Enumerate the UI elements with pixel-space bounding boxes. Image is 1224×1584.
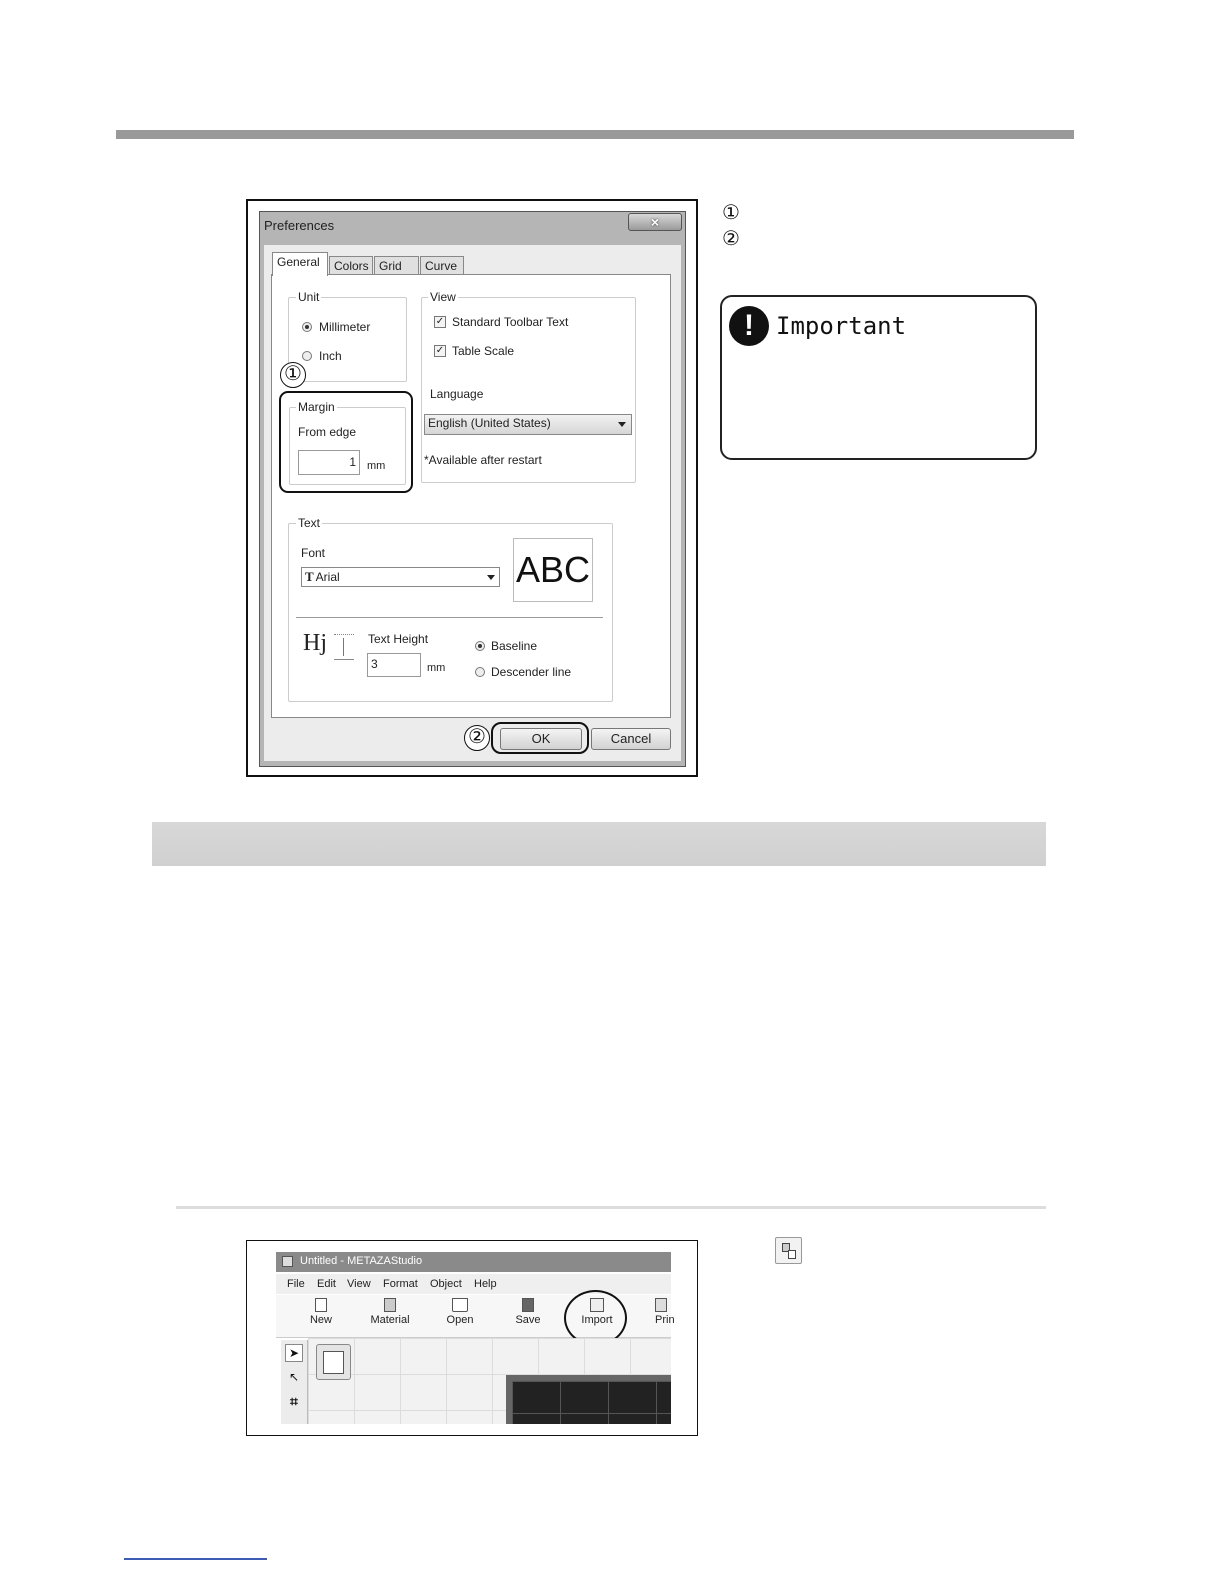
millimeter-radio[interactable] [302,322,312,332]
restart-note: *Available after restart [424,453,542,467]
menu-view[interactable]: View [347,1278,371,1290]
menu-file[interactable]: File [287,1278,305,1290]
tab-colors[interactable]: Colors [329,256,373,275]
material-area [506,1375,671,1424]
new-file-icon [315,1298,327,1312]
font-type-icon: T [305,569,314,584]
node-edit-icon[interactable]: ↖ [288,1370,300,1384]
folder-open-icon [452,1298,468,1312]
text-height-unit: mm [427,662,446,674]
important-title: Important [776,312,907,340]
descender-line-radio[interactable] [475,667,485,677]
subsection-rule [176,1206,1046,1209]
ok-button[interactable]: OK [500,728,582,750]
tab-grid[interactable]: Grid [374,256,419,275]
text-height-icon [334,634,354,660]
app-menu-bar [276,1274,671,1294]
unit-group [288,297,407,382]
standard-toolbar-text-label: Standard Toolbar Text [452,315,569,329]
language-label: Language [430,387,484,401]
chevron-down-icon [487,575,495,580]
material-thumbnail-icon[interactable] [316,1344,351,1380]
app-title: Untitled - METAZAStudio [300,1255,423,1267]
tab-general[interactable]: General [272,252,328,276]
material-button[interactable]: Material [368,1298,412,1334]
cancel-button[interactable]: Cancel [591,728,671,750]
table-scale-checkbox[interactable]: ✓ [435,345,445,356]
print-button[interactable]: Prin [649,1298,671,1334]
crop-icon[interactable]: ⌗ [290,1393,298,1409]
new-button[interactable]: New [299,1298,343,1334]
font-select[interactable] [301,567,500,587]
standard-toolbar-text-checkbox[interactable]: ✓ [435,316,445,327]
select-arrow-icon[interactable]: ➤ [285,1344,303,1362]
save-button[interactable]: Save [506,1298,550,1334]
material-icon [384,1298,396,1312]
view-group-label: View [430,290,456,304]
menu-format[interactable]: Format [383,1278,418,1290]
font-label: Font [301,546,326,560]
text-height-label: Text Height [368,632,429,646]
text-height-hj: Hj [303,630,327,656]
step-2-reference: ② [722,228,740,250]
footer-link-line [124,1558,267,1560]
font-preview: ABC [513,538,593,602]
import-icon [775,1237,802,1264]
text-group-divider [296,617,603,618]
table-scale-label: Table Scale [452,344,515,358]
exclamation-icon: ! [729,306,769,346]
menu-edit[interactable]: Edit [317,1278,336,1290]
language-value: English (United States) [428,416,551,430]
tab-curve[interactable]: Curve [420,256,464,275]
baseline-label: Baseline [491,639,538,653]
app-icon [282,1256,293,1267]
step-1-marker: ① [280,362,306,388]
chevron-down-icon [618,422,626,427]
print-icon [655,1298,667,1312]
inch-radio[interactable] [302,351,312,361]
baseline-radio[interactable] [475,641,485,651]
section-heading-band [152,822,1046,866]
margin-group-label: Margin [298,400,335,414]
section-rule [116,130,1074,139]
menu-object[interactable]: Object [430,1278,462,1290]
unit-group-label: Unit [298,290,320,304]
text-height-input[interactable]: 3 [367,653,421,677]
app-title-bar [276,1252,671,1272]
descender-line-label: Descender line [491,665,572,679]
inch-label: Inch [319,349,342,363]
font-value: Arial [315,570,340,584]
from-edge-label: From edge [298,425,357,439]
save-disk-icon [522,1298,534,1312]
language-select[interactable] [424,414,632,435]
step-1-reference: ① [722,202,740,224]
dialog-title: Preferences [264,218,335,233]
side-toolbar [281,1340,308,1424]
open-button[interactable]: Open [438,1298,482,1334]
step-2-marker: ② [464,725,490,751]
import-button[interactable]: Import [575,1298,619,1334]
text-group-label: Text [298,516,321,530]
margin-input[interactable]: 1 [298,450,360,475]
margin-unit: mm [367,460,386,472]
menu-help[interactable]: Help [474,1278,497,1290]
millimeter-label: Millimeter [319,320,371,334]
close-button[interactable]: × [628,213,682,231]
